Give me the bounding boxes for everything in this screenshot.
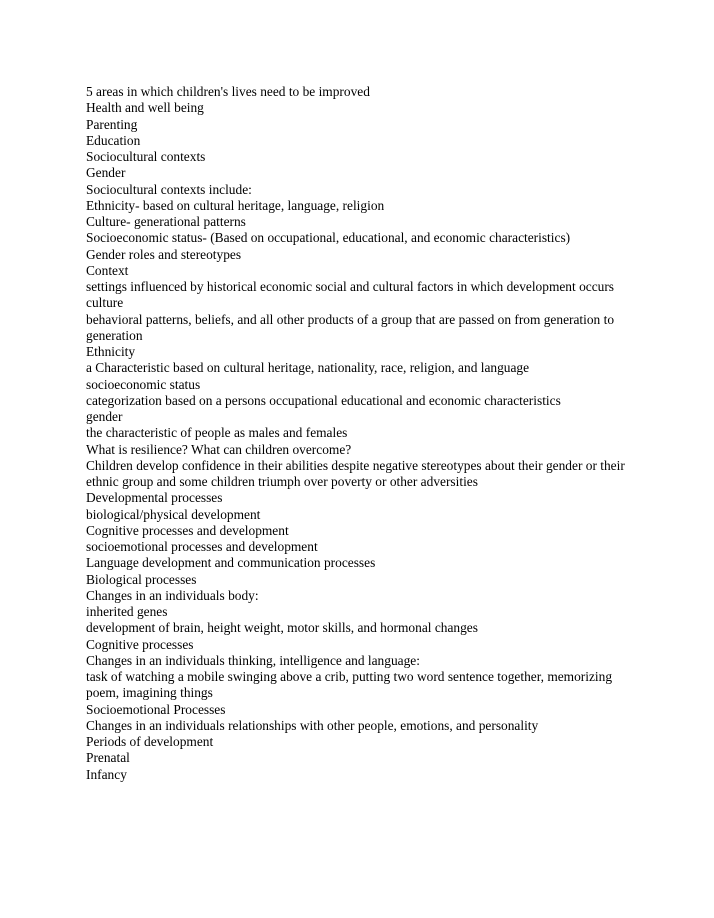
text-line: Infancy — [86, 766, 127, 782]
text-line: the characteristic of people as males and females — [86, 425, 348, 441]
text-line: biological/physical development — [86, 506, 261, 522]
text-line: Context — [86, 262, 129, 278]
text-line: Sociocultural contexts include: — [86, 181, 252, 197]
text-line: Cognitive processes and development — [86, 522, 289, 538]
text-line: behavioral patterns, beliefs, and all other products of a group that are passed on from generation to generation — [86, 311, 615, 343]
text-line: Developmental processes — [86, 490, 223, 506]
text-line: Biological processes — [86, 571, 197, 587]
text-line: Sociocultural contexts — [86, 149, 206, 164]
text-line: Language development and communication processes — [86, 555, 376, 571]
text-line: Parenting — [86, 116, 138, 132]
text-line: Changes in an individuals thinking, intelligence and language: — [86, 652, 420, 668]
text-line: Cognitive processes — [86, 636, 194, 652]
text-line: 5 areas in which children's lives need to be improved — [86, 84, 370, 99]
text-line: Changes in an individuals relationships with other people, emotions, and personality — [86, 717, 539, 733]
text-line: categorization based on a persons occupational educational and economic characteristics — [86, 392, 561, 408]
text-line: gender — [86, 409, 123, 424]
text-line: Health and well being — [86, 100, 204, 116]
text-line: Prenatal — [86, 750, 130, 766]
text-line: Ethnicity — [86, 344, 136, 359]
text-line: Periods of development — [86, 734, 214, 749]
text-line: Culture- generational patterns — [86, 214, 246, 229]
text-line: Children develop confidence in their abilities despite negative stereotypes about their gender or their ethnic group and some children triumph over poverty or other adversities — [86, 457, 625, 489]
text-line: Socioeconomic status- (Based on occupational, educational, and economic characteristics) — [86, 230, 571, 246]
text-line: socioemotional processes and development — [86, 539, 318, 554]
text-line: Gender — [86, 165, 126, 181]
text-line: Socioemotional Processes — [86, 701, 226, 717]
text-line: task of watching a mobile swinging above a crib, putting two word sentence together, memorizing poem, imagining things — [86, 669, 613, 701]
text-line: Changes in an individuals body: — [86, 587, 259, 603]
text-line: Education — [86, 132, 141, 148]
document-body — [86, 84, 646, 783]
text-line: settings influenced by historical economic social and cultural factors in which development occurs — [86, 279, 615, 294]
text-line: inherited genes — [86, 604, 168, 619]
text-line: culture — [86, 295, 124, 311]
text-line: What is resilience? What can children overcome? — [86, 441, 352, 457]
text-line: Gender roles and stereotypes — [86, 246, 242, 262]
text-line: socioeconomic status — [86, 376, 201, 392]
text-line: Ethnicity- based on cultural heritage, language, religion — [86, 197, 385, 213]
text-line: a Characteristic based on cultural heritage, nationality, race, religion, and language — [86, 360, 530, 376]
text-line: development of brain, height weight, motor skills, and hormonal changes — [86, 620, 478, 636]
